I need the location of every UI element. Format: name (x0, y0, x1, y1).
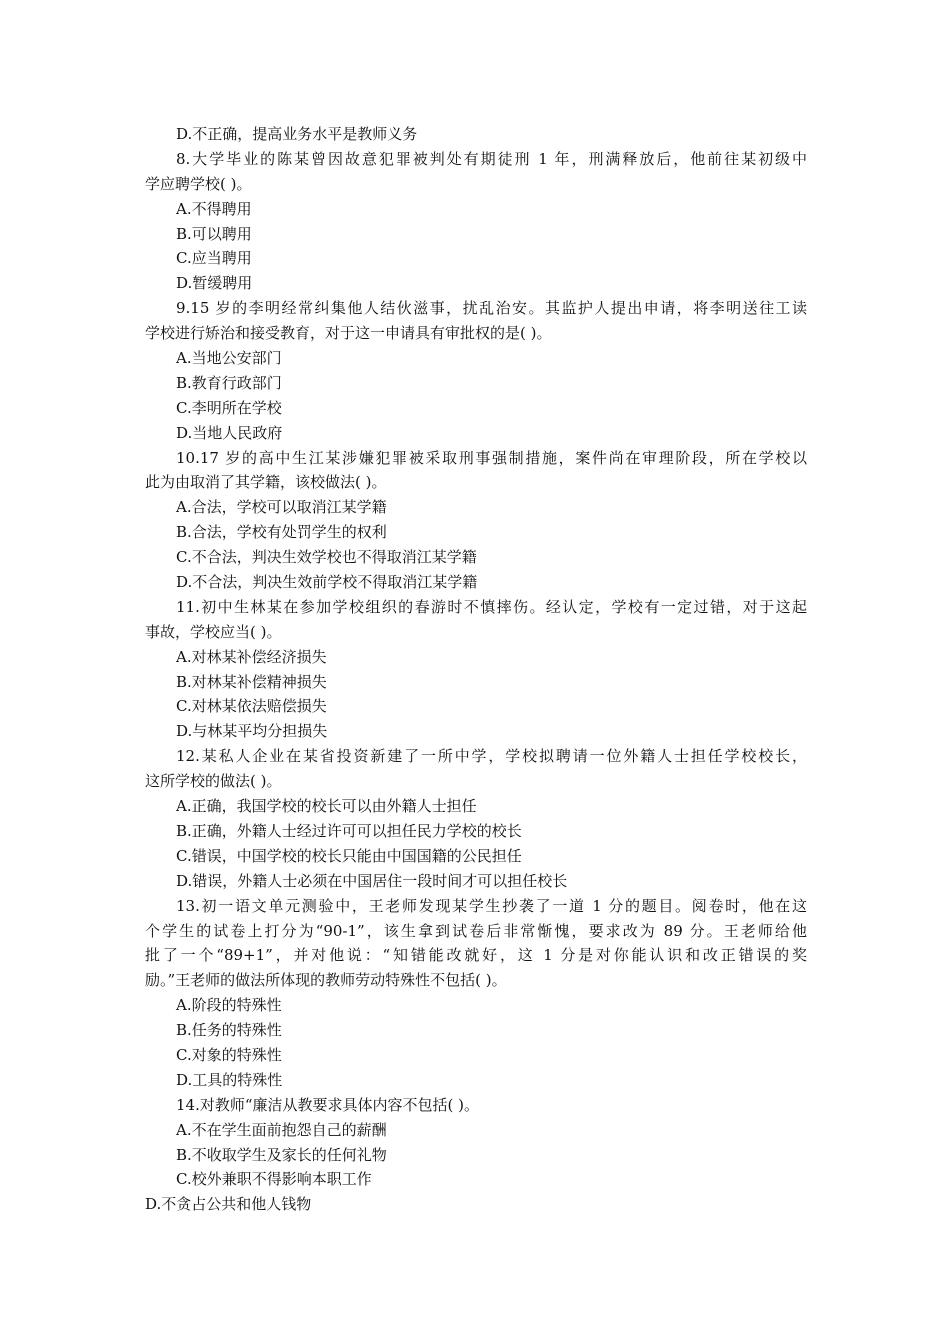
answer-option-line: D.不正确，提高业务水平是教师义务 (176, 125, 418, 143)
answer-option-line: D.暂缓聘用 (176, 274, 253, 293)
answer-option-line: B.可以聘用 (176, 224, 252, 243)
text-line: 个学生的试卷上打分为“90-1”，该生拿到试卷后非常惭愧，要求改为 89 分。王老师给他 (145, 921, 807, 940)
answer-option-line: C.李明所在学校 (176, 398, 282, 417)
answer-option-line: B.合法，学校有处罚学生的权利 (176, 523, 387, 542)
document-page (145, 122, 807, 1217)
answer-option-line: B.正确，外籍人士经过许可可以担任民力学校的校长 (176, 821, 522, 840)
answer-option-line: A.正确，我国学校的校长可以由外籍人士担任 (176, 797, 477, 816)
answer-option-line: D.工具的特殊性 (176, 1070, 283, 1089)
answer-option-line: D.与林某平均分担损失 (176, 722, 328, 741)
text-line: 学应聘学校( )。 (145, 174, 252, 193)
answer-option-line: A.阶段的特殊性 (176, 996, 282, 1015)
text-line: D.不贪占公共和他人钱物 (145, 1195, 312, 1214)
question-stem-line: 9.15 岁的李明经常纠集他人结伙滋事，扰乱治安。其监护人提出申请，将李明送往工读 (176, 299, 807, 318)
answer-option-line: A.合法，学校可以取消江某学籍 (176, 498, 387, 517)
answer-option-line: A.当地公安部门 (176, 349, 282, 368)
question-stem-line: 8.大学毕业的陈某曾因故意犯罪被判处有期徒刑 1 年，刑满释放后，他前往某初级中 (176, 149, 807, 168)
answer-option-line: C.对林某依法赔偿损失 (176, 697, 327, 716)
answer-option-line: C.应当聘用 (176, 249, 252, 268)
question-stem-line: 13.初一语文单元测验中，王老师发现某学生抄袭了一道 1 分的题目。阅卷时，他在这 (176, 896, 807, 915)
answer-option-line: B.对林某补偿精神损失 (176, 672, 327, 691)
text-line: 这所学校的做法( )。 (145, 772, 282, 791)
answer-option-line: D.不合法，判决生效前学校不得取消江某学籍 (176, 573, 478, 592)
answer-option-line: D.当地人民政府 (176, 423, 283, 442)
text-line: 批了一个“89+1”，并对他说：“知错能改就好，这 1 分是对你能认识和改正错误的奖 (145, 946, 807, 965)
question-stem-line: 10.17 岁的高中生江某涉嫌犯罪被采取刑事强制措施，案件尚在审理阶段，所在学校以 (176, 448, 807, 467)
answer-option-line: 14.对教师“廉洁从教要求具体内容不包括( )。 (176, 1095, 479, 1114)
text-line: 励。”王老师的做法所体现的教师劳动特殊性不包括( )。 (145, 971, 507, 990)
answer-option-line: A.不得聘用 (176, 199, 252, 218)
answer-option-line: A.对林某补偿经济损失 (176, 647, 327, 666)
answer-option-line: B.任务的特殊性 (176, 1021, 282, 1040)
answer-option-line: D.错误，外籍人士必须在中国居住一段时间才可以担任校长 (176, 871, 568, 890)
answer-option-line: A.不在学生面前抱怨自己的薪酬 (176, 1120, 387, 1139)
text-line: 此为由取消了其学籍，该校做法( )。 (145, 473, 387, 492)
text-line: 学校进行矫治和接受教育，对于这一申请具有审批权的是( )。 (145, 324, 552, 343)
answer-option-line: C.不合法，判决生效学校也不得取消江某学籍 (176, 548, 477, 567)
question-stem-line: 11.初中生林某在参加学校组织的春游时不慎摔伤。经认定，学校有一定过错，对于这起 (176, 597, 807, 616)
answer-option-line: C.校外兼职不得影响本职工作 (176, 1170, 372, 1189)
answer-option-line: C.对象的特殊性 (176, 1045, 282, 1064)
answer-option-line: C.错误，中国学校的校长只能由中国国籍的公民担任 (176, 846, 522, 865)
answer-option-line: B.不收取学生及家长的任何礼物 (176, 1145, 387, 1164)
question-stem-line: 12.某私人企业在某省投资新建了一所中学，学校拟聘请一位外籍人士担任学校校长， (176, 747, 807, 766)
answer-option-line: B.教育行政部门 (176, 373, 282, 392)
text-line: 事故，学校应当( )。 (145, 622, 282, 641)
